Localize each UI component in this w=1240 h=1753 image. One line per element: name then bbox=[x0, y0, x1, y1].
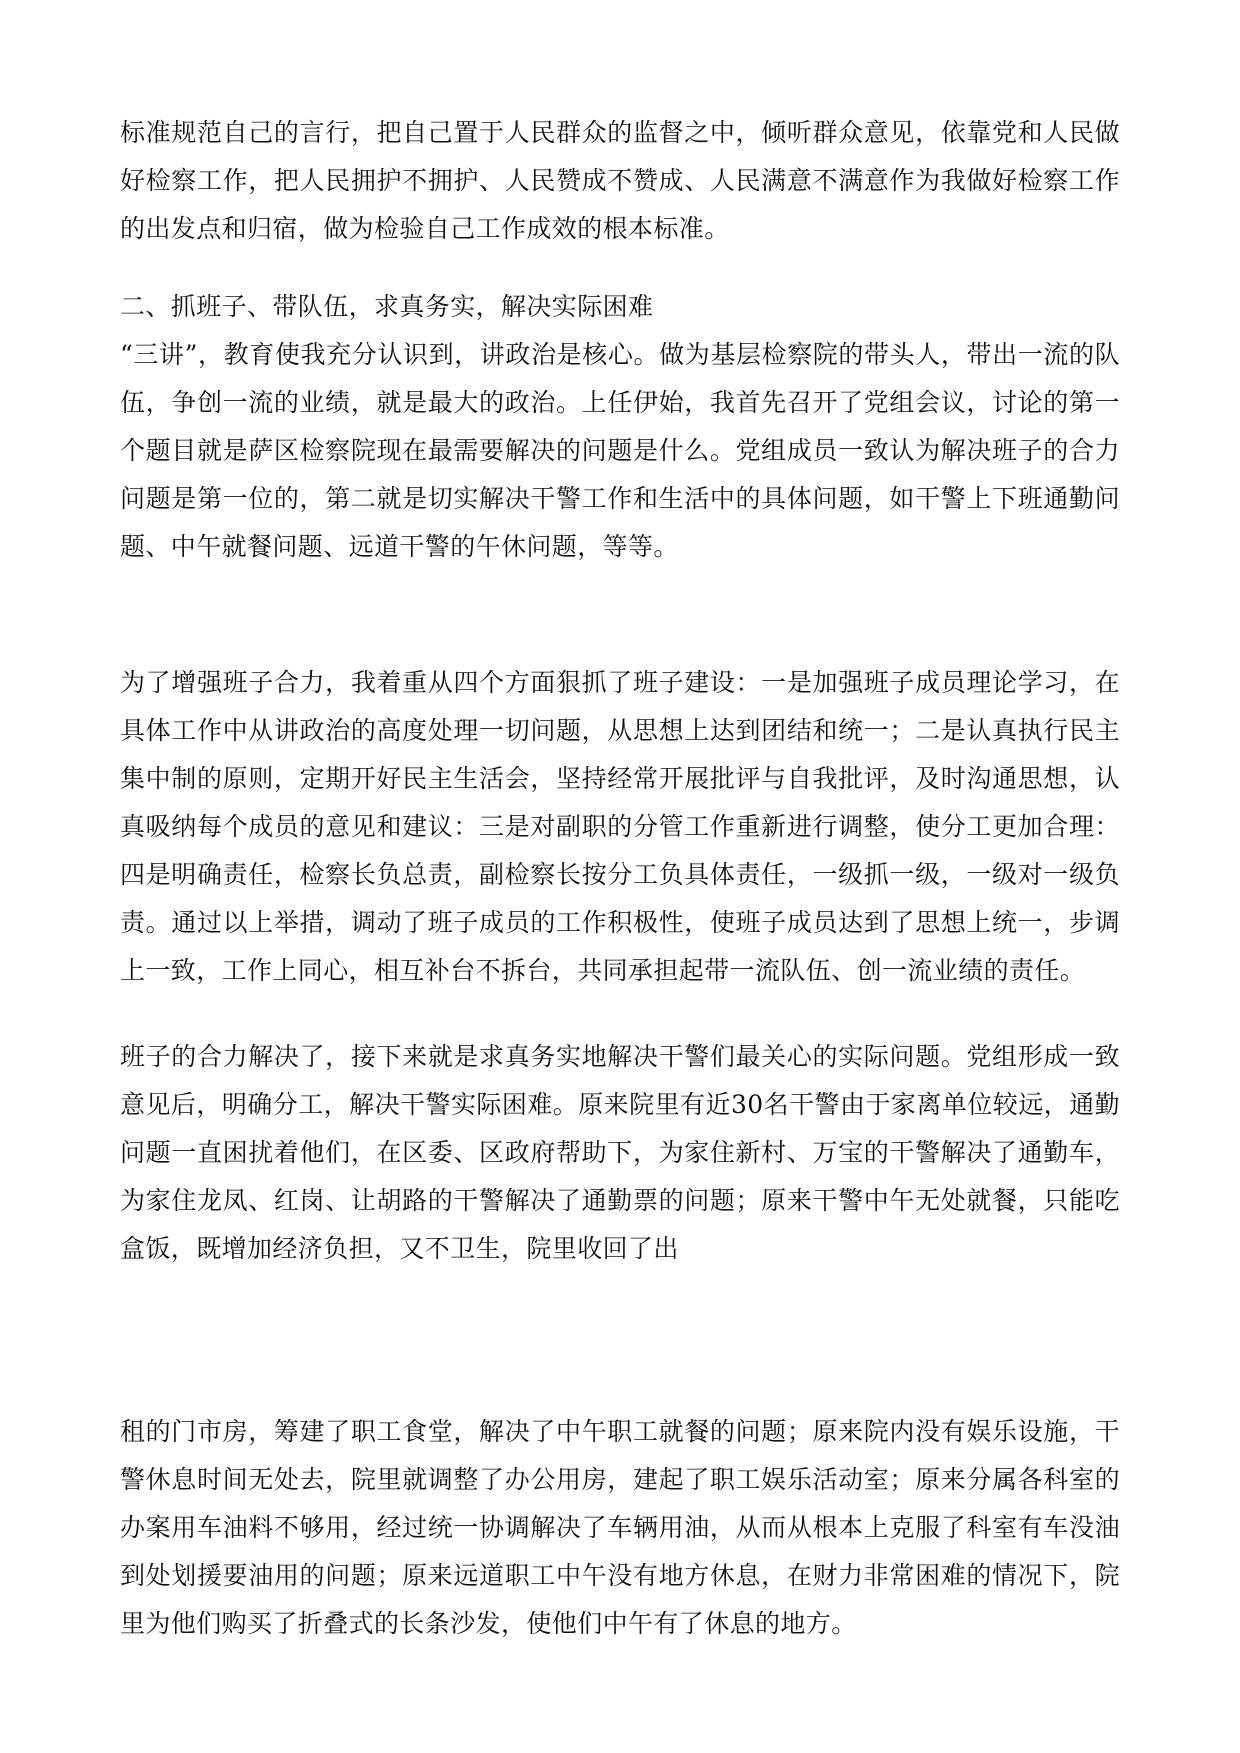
paragraph-1: 标准规范自己的言行，把自己置于人民群众的监督之中，倾听群众意见，依靠党和人民做好检察工作，把人民拥护不拥护、人民赞成不赞成、人民满意不满意作为我做好检察工作的出发点和归宿，做为检验自己工作成效的根本标准。 bbox=[120, 118, 1120, 243]
paragraph-3: 为了增强班子合力，我着重从四个方面狠抓了班子建设：一是加强班子成员理论学习，在具体工作中从讲政治的高度处理一切问题，从思想上达到团结和统一；二是认真执行民主集中制的原则，定期开好民主生活会，坚持经常开展批评与自我批评，及时沟通思想，认真吸纳每个成员的意见和建议：三是对副职的分管工作重新进行调整，使分工更加合理：四是明确责任，检察长负总责，副检察长按分工负具体责任，一级抓一级，一级对一级负责。通过以上举措，调动了班子成员的工作积极性，使班子成员达到了思想上统一，步调上一致，工作上同心，相互补台不拆台，共同承担起带一流队伍、创一流业绩的责任。 bbox=[120, 668, 1120, 985]
paragraph-2: “三讲”，教育使我充分认识到，讲政治是核心。做为基层检察院的带头人，带出一流的队伍，争创一流的业绩，就是最大的政治。上任伊始，我首先召开了党组会议，讨论的第一个题目就是萨区检察院现在最需要解决的问题是什么。党组成员一致认为解决班子的合力问题是第一位的，第二就是切实解决干警工作和生活中的具体问题，如干警上下班通勤问题、中午就餐问题、远道干警的午休问题，等等。 bbox=[120, 340, 1120, 561]
paragraph-4: 班子的合力解决了，接下来就是求真务实地解决干警们最关心的实际问题。党组形成一致意见后，明确分工，解决干警实际困难。原来院里有近30名干警由于家离单位较远，通勤问题一直困扰着他们，在区委、区政府帮助下，为家住新村、万宝的干警解决了通勤车，为家住龙凤、红岗、让胡路的干警解决了通勤票的问题；原来干警中午无处就餐，只能吃盒饭，既增加经济负担，又不卫生，院里收回了出 bbox=[120, 1042, 1120, 1263]
paragraph-5: 租的门市房，筹建了职工食堂，解决了中午职工就餐的问题；原来院内没有娱乐设施，干警休息时间无处去，院里就调整了办公用房，建起了职工娱乐活动室；原来分属各科室的办案用车油料不够用，经过统一协调解决了车辆用油，从而从根本上克服了科室有车没油到处划援要油用的问题；原来远道职工中午没有地方休息，在财力非常困难的情况下，院里为他们购买了折叠式的长条沙发，使他们中午有了休息的地方。 bbox=[120, 1417, 1120, 1638]
section-heading-2: 二、抓班子、带队伍，求真务实，解决实际困难 bbox=[120, 292, 654, 321]
